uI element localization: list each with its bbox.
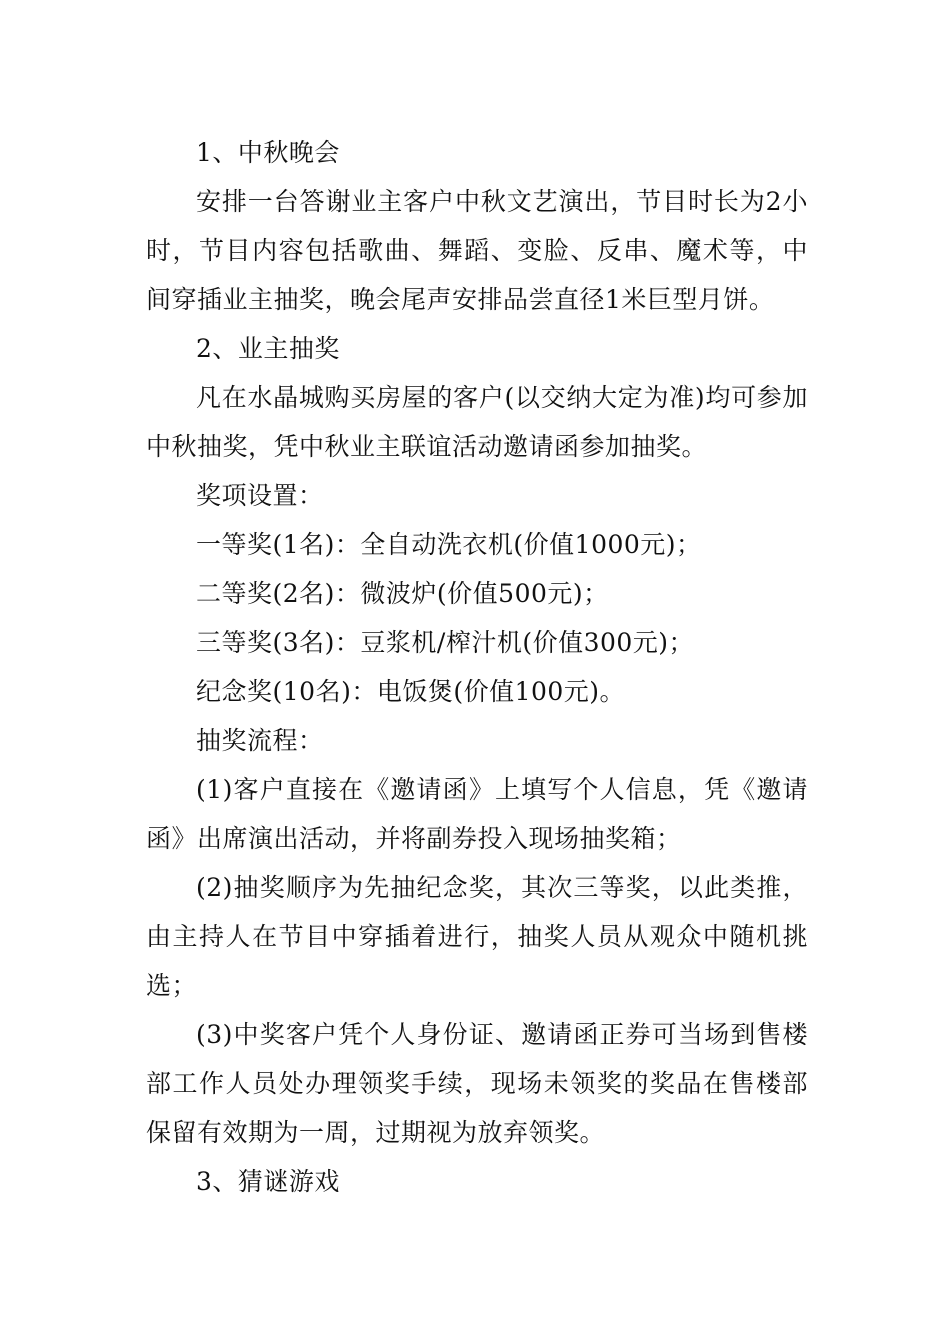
prize-third: 三等奖(3名)：豆浆机/榨汁机(价值300元)； [196,628,695,657]
process-step-3: (3)中奖客户凭个人身份证、邀请函正券可当场到售楼部工作人员处办理领奖手续，现场未领奖的奖品在售楼部保留有效期为一周，过期视为放弃领奖。 [146,1020,808,1147]
subheading-lottery-process: 抽奖流程： [196,726,324,755]
paragraph-lottery-eligibility: 凡在水晶城购买房屋的客户(以交纳大定为准)均可参加中秋抽奖，凭中秋业主联谊活动邀请函参加抽奖。 [146,383,808,461]
paragraph-gala-description: 安排一台答谢业主客户中秋文艺演出，节目时长为2小时，节目内容包括歌曲、舞蹈、变脸、反串、魔术等，中间穿插业主抽奖，晚会尾声安排品尝直径1米巨型月饼。 [146,187,808,314]
document-body [146,128,808,1206]
subheading-prize-settings: 奖项设置： [196,481,324,510]
process-step-1: (1)客户直接在《邀请函》上填写个人信息，凭《邀请函》出席演出活动，并将副券投入现场抽奖箱； [146,775,808,853]
prize-souvenir: 纪念奖(10名)：电饭煲(价值100元)。 [196,677,626,706]
section-heading-owner-lottery: 2、业主抽奖 [196,334,340,363]
process-step-2: (2)抽奖顺序为先抽纪念奖，其次三等奖，以此类推，由主持人在节目中穿插着进行，抽奖人员从观众中随机挑选； [146,873,808,1000]
section-heading-mid-autumn-gala: 1、中秋晚会 [196,138,340,167]
prize-first: 一等奖(1名)：全自动洗衣机(价值1000元)； [196,530,702,559]
prize-second: 二等奖(2名)：微波炉(价值500元)； [196,579,609,608]
section-heading-riddle-game: 3、猜谜游戏 [196,1167,340,1196]
